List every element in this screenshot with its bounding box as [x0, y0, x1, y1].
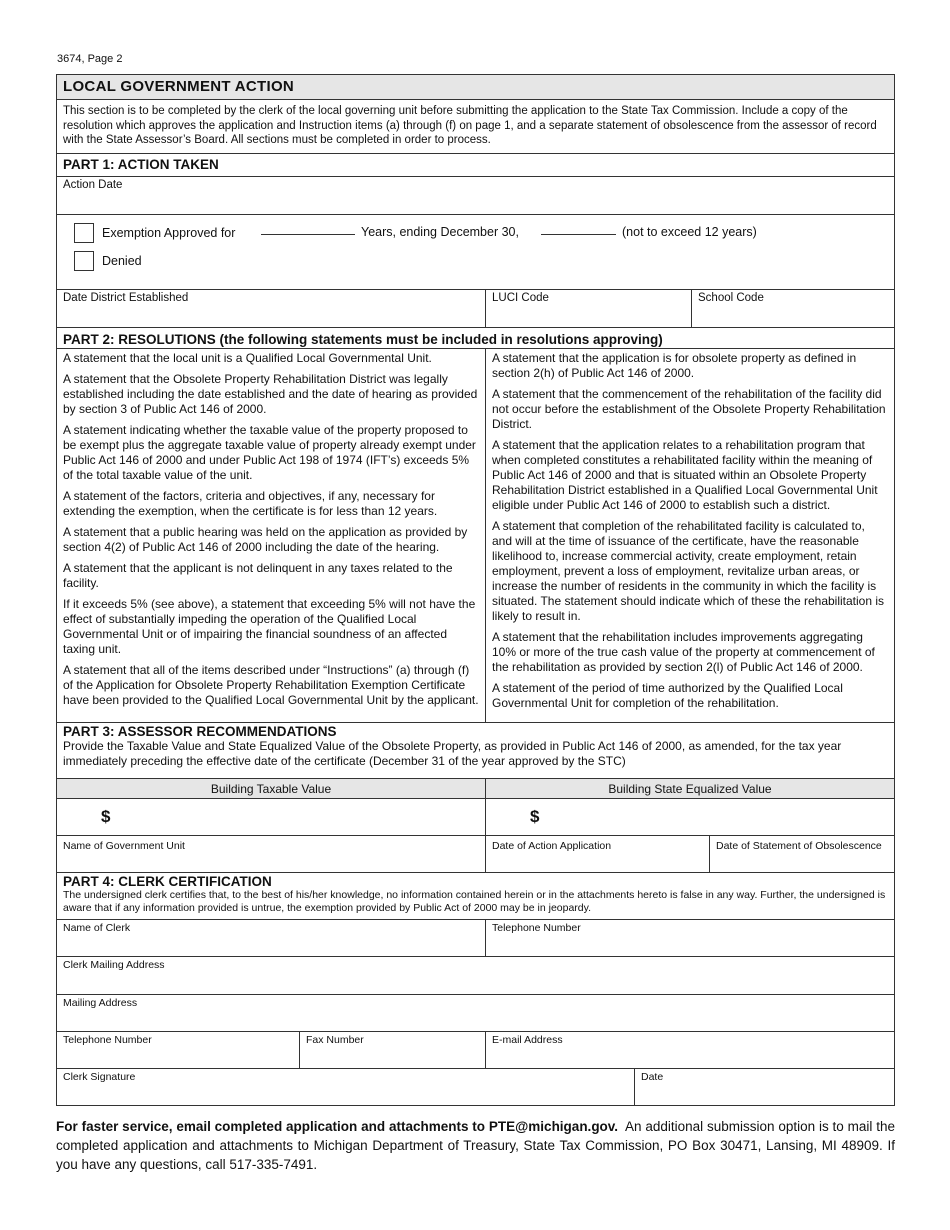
clerk-mailing-field[interactable] — [57, 956, 894, 994]
signature-date-label: Date — [641, 1070, 664, 1083]
part1-heading: PART 1: ACTION TAKEN — [57, 153, 894, 176]
luci-code-label: LUCI Code — [492, 291, 549, 304]
obsolescence-date-field[interactable] — [709, 836, 894, 872]
sev-header: Building State Equalized Value — [485, 779, 894, 798]
local-government-action-form — [56, 74, 895, 1106]
resolution-statement: A statement that the application relates to a rehabilitation program that when completed constitutes a rehabilitated facility within the meaning of Public Act 146 of 2000 and that is situated within an Obsolete Property Rehabilitation District established in a Qualified Local Governmental Unit eligible under Public Act 146 of 2000 to establish such a district. — [492, 437, 878, 512]
sev-field[interactable] — [485, 799, 894, 835]
part4-text: The undersigned clerk certifies that, to the best of his/her knowledge, no information contained herein or in the attachments hereto is false in any way. Further, the undersigned is aware that if any information provided is untrue, the exemption provided by Public Act of 2000 may be in jeopardy. — [63, 888, 886, 914]
exemption-approved-checkbox[interactable] — [74, 223, 94, 243]
years-input[interactable] — [261, 223, 355, 235]
resolution-statement: A statement that the applicant is not delinquent in any taxes related to the facility. — [63, 560, 453, 590]
form-page-id: 3674, Page 2 — [57, 53, 123, 65]
taxable-value-header: Building Taxable Value — [57, 779, 485, 798]
part3-block — [57, 722, 894, 778]
resolution-statement: If it exceeds 5% (see above), a statement that exceeding 5% will not have the effect of substantially impeding the operation of the Qualified Local Governmental Unit or of impairing the financial soundness of an affected taxing unit. — [63, 596, 476, 656]
dollar-sign: $ — [101, 806, 111, 826]
district-codes-row — [57, 289, 894, 327]
not-exceed-note: (not to exceed 12 years) — [622, 224, 757, 239]
resolution-statement: A statement of the factors, criteria and objectives, if any, necessary for extending the exemption, when the certificate is for less than 12 years. — [63, 488, 438, 518]
resolution-statement: A statement that a public hearing was held on the application as provided by section 4(2) of Public Act 146 of 2000 including the date of the hearing. — [63, 524, 468, 554]
ending-year-input[interactable] — [541, 223, 616, 235]
date-district-label: Date District Established — [63, 291, 189, 304]
gov-unit-label: Name of Government Unit — [63, 839, 185, 852]
denied-label: Denied — [102, 253, 142, 268]
resolution-statement: A statement that all of the items described under “Instructions” (a) through (f) of the Application for Obsolete Property Rehabilitation Exemption Certificate have been provided to the Qualified Local Governmental Unit by the applicant. — [63, 662, 479, 707]
resolution-statement: A statement indicating whether the taxable value of the property proposed to be exempt plus the aggregate taxable value of property already exempt under Public Act 146 of 2000 and under Public Act 198 of 1974 (IFT’s) exceeds 5% of the total taxable value of the unit. — [63, 422, 476, 482]
obsolescence-date-label: Date of Statement of Obsolescence — [716, 839, 882, 852]
value-inputs — [57, 798, 894, 835]
value-headers — [57, 778, 894, 798]
clerk-name-label: Name of Clerk — [63, 921, 131, 934]
part4-heading: PART 4: CLERK CERTIFICATION — [63, 873, 272, 889]
resolution-statement: A statement that the application is for obsolete property as defined in section 2(h) of Public Act 146 of 2000. — [492, 350, 857, 380]
part3-text: Provide the Taxable Value and State Equalized Value of the Obsolete Property, as provided in Public Act 146 of 2000, as amended, for the tax year immediately preceding the effective date of the certificate (December 31 of the year approved by the STC) — [63, 738, 842, 768]
action-date-field[interactable] — [57, 176, 894, 214]
part4-block — [57, 872, 894, 919]
clerk-name-row — [57, 919, 894, 956]
resolutions-columns — [57, 348, 894, 722]
clerk-name-field[interactable] — [57, 920, 485, 956]
denied-checkbox[interactable] — [74, 251, 94, 271]
telephone-label: Telephone Number — [63, 1033, 152, 1046]
fax-label: Fax Number — [306, 1033, 364, 1046]
telephone-field[interactable] — [57, 1032, 299, 1068]
gov-unit-row — [57, 835, 894, 872]
signature-date-field[interactable] — [634, 1069, 894, 1105]
school-code-label: School Code — [698, 291, 764, 304]
taxable-value-field[interactable] — [57, 799, 485, 835]
clerk-signature-label: Clerk Signature — [63, 1070, 136, 1083]
submission-footer — [56, 1117, 895, 1174]
clerk-signature-field[interactable] — [57, 1069, 634, 1105]
email-field[interactable] — [485, 1032, 894, 1068]
clerk-mailing-label: Clerk Mailing Address — [63, 958, 165, 971]
luci-code-field[interactable] — [485, 290, 691, 327]
action-application-date-field[interactable] — [485, 836, 709, 872]
resolution-statement: A statement that completion of the rehabilitated facility is calculated to, and will at the time of issuance of the certificate, have the reasonable likelihood to, increase commercial activity, create employment, retain employment, prevent a loss of employment, revitalize urban areas, or increase the number of residents in the community in which the facility is situated. The statement should indicate which of these the rehabilitation is likely to result in. — [492, 518, 885, 623]
resolutions-right — [485, 349, 894, 722]
resolution-statement: A statement of the period of time authorized by the Qualified Local Governmental Unit for completion of the rehabilitation. — [492, 680, 843, 710]
section-intro: This section is to be completed by the clerk of the local governing unit before submitting the application to the State Tax Commission. Include a copy of the resolution which approves the application and Instruction items (a) through (f) on page 1, and a separate statement of obsolescence from the assessor of record with the State Assessor’s Board. All sections must be completed in order to process. — [57, 99, 894, 153]
exemption-approved-label: Exemption Approved for — [102, 225, 236, 240]
resolutions-left — [57, 349, 485, 722]
action-date-label: Action Date — [63, 178, 123, 191]
resolution-statement: A statement that the commencement of the rehabilitation of the facility did not occur before the establishment of the Obsolete Property Rehabilitation District. — [492, 386, 886, 431]
section-title: LOCAL GOVERNMENT ACTION — [57, 75, 894, 99]
email-label: E-mail Address — [492, 1033, 563, 1046]
dollar-sign: $ — [530, 806, 540, 826]
part2-heading: PART 2: RESOLUTIONS (the following statements must be included in resolutions approving) — [57, 327, 894, 348]
contact-row — [57, 1031, 894, 1068]
footer-bold: For faster service, email completed application and attachments to PTE@michigan.gov. — [56, 1119, 619, 1134]
years-label: Years, ending December 30, — [361, 224, 519, 239]
clerk-telephone-label: Telephone Number — [492, 921, 581, 934]
footer-text: An additional submission option is to mail the completed application and attachments to Michigan Department of Treasury, State Tax Commission, PO Box 30471, Lansing, MI 48909. If you have any questions, call 517-335-7491. — [56, 1119, 895, 1172]
action-application-date-label: Date of Action Application — [492, 839, 612, 852]
part3-heading: PART 3: ASSESSOR RECOMMENDATIONS — [63, 723, 337, 739]
date-district-field[interactable] — [57, 290, 485, 327]
gov-unit-field[interactable] — [57, 836, 485, 872]
resolution-statement: A statement that the rehabilitation includes improvements aggregating 10% or more of the true cash value of the property at commencement of the rehabilitation as provided by section 2(l) of Public Act 146 of 2000. — [492, 629, 875, 674]
action-decision-area — [57, 214, 894, 289]
fax-field[interactable] — [299, 1032, 485, 1068]
mailing-address-field[interactable] — [57, 994, 894, 1031]
clerk-telephone-field[interactable] — [485, 920, 894, 956]
signature-row — [57, 1068, 894, 1105]
school-code-field[interactable] — [691, 290, 894, 327]
resolution-statement: A statement that the Obsolete Property Rehabilitation District was legally established including the date established and the date of hearing as provided by section 3 of Public Act 146 of 2000. — [63, 371, 478, 416]
mailing-address-label: Mailing Address — [63, 996, 138, 1009]
resolution-statement: A statement that the local unit is a Qualified Local Governmental Unit. — [63, 350, 432, 365]
